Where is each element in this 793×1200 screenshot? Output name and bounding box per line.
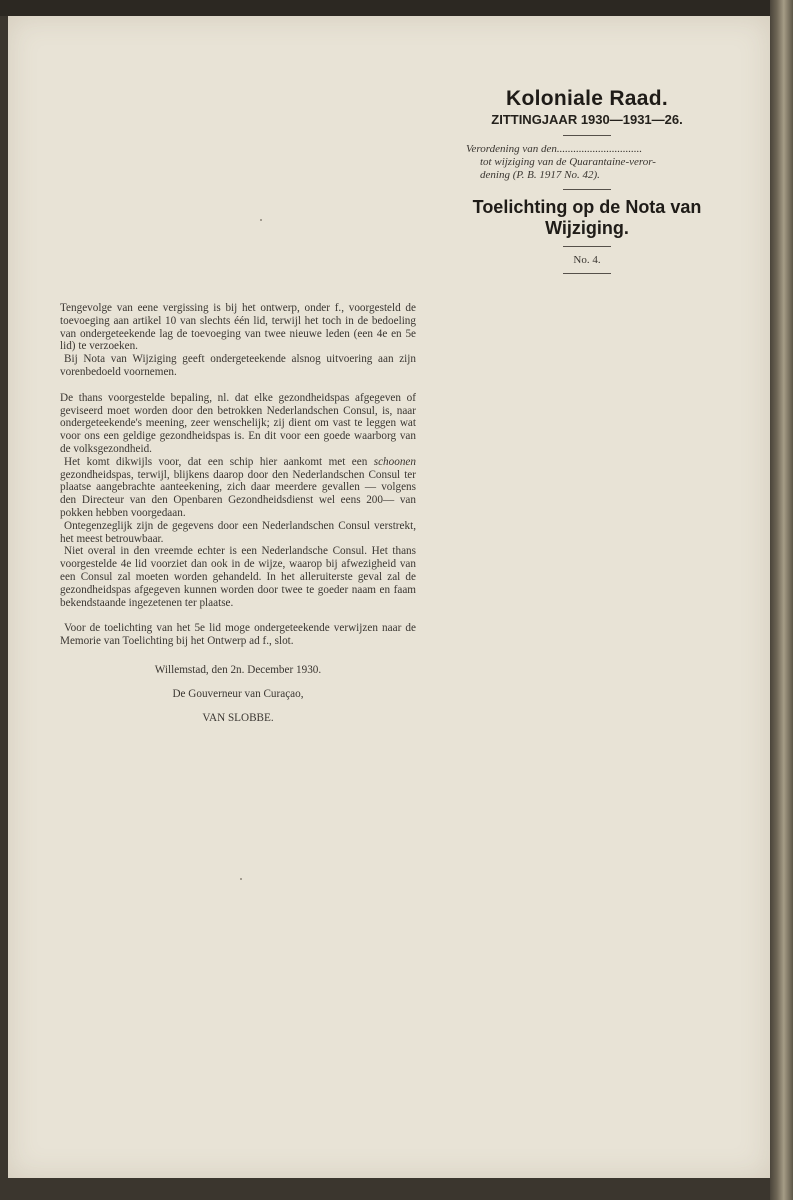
- divider: [563, 246, 611, 247]
- paper-speck: [240, 878, 242, 880]
- body-text: Het komt dikwijls voor, dat een schip hier aankomt met een: [64, 455, 374, 468]
- scan-right-edge: [770, 0, 793, 1200]
- session-year: ZITTINGJAAR 1930—1931—26.: [491, 112, 683, 127]
- document-subject: Toelichting op de Nota van Wijziging.: [472, 197, 702, 238]
- divider: [563, 189, 611, 190]
- body-text: gezondheidspas, terwijl, blijkens daarop door den Nederlandschen Consul ter plaatse aangebrachte aanteekening, zich daar meerdere gevallen — volgens den Directeur van den Openbaren Gezondheidsdienst wel eens 200— van pokken hebben voorgedaan.: [60, 468, 416, 519]
- scan-top-border: [0, 0, 770, 16]
- council-title: Koloniale Raad.: [505, 87, 669, 110]
- body-paragraph: Bij Nota van Wijziging geeft ondergeteekende alsnog uitvoering aan zijn vorenbedoeld voornemen.: [60, 353, 416, 378]
- signatory-role: De Gouverneur van Curaçao,: [172, 687, 304, 700]
- ordinance-reference: [466, 143, 710, 182]
- body-paragraph: Voor de toelichting van het 5e lid moge ondergeteekende verwijzen naar de Memorie van Toelichting bij het Ontwerp ad f., slot.: [60, 622, 416, 648]
- body-paragraph: Niet overal in den vreemde echter is een Nederlandsche Consul. Het thans voorgestelde 4e lid voorziet dan ook in de wijze, waarop bij afwezigheid van een Consul zal moeten worden gehandeld. In het alleruiterste geval zal de gezondheidspas afgegeven kunnen worden door twee te goeder naam en faam bekendstaande ingezetenen ter plaatse.: [60, 545, 416, 609]
- document-number: No. 4.: [573, 254, 601, 266]
- ordinance-line: tot wijziging van de Quarantaine-veror-: [480, 156, 656, 168]
- document-header: [452, 86, 722, 281]
- place-date: Willemstad, den 2n. December 1930.: [154, 663, 322, 676]
- emphasis-text: schoonen: [373, 455, 416, 468]
- body-paragraph: De thans voorgestelde bepaling, nl. dat elke gezondheidspas afgegeven of geviseerd moet worden door den betrokken Nederlandschen Consul, is, naar ondergeteekende's meening, zeer wenschelijk; zij dient om vast te leggen wat voor ons een geldige gezondheidspas is. En dit voor een goede waarborg van de volksgezondheid.: [60, 391, 416, 455]
- divider: [563, 135, 611, 136]
- ordinance-line: dening (P. B. 1917 No. 42).: [480, 169, 600, 181]
- divider: [563, 273, 611, 274]
- ordinance-line: Verordening van den...............................: [466, 143, 643, 155]
- body-paragraph: Tengevolge van eene vergissing is bij het ontwerp, onder f., voorgesteld de toevoeging aan artikel 10 van slechts één lid, terwijl het toch in de bedoeling van ondergeteekende lag de toevoeging van twee nieuwe leden (een 4e en 5e lid) te verzoeken.: [60, 302, 416, 353]
- paper-speck: [260, 219, 262, 221]
- signatory-name: VAN SLOBBE.: [202, 711, 274, 724]
- body-paragraph: [60, 456, 416, 520]
- body-paragraph: Ontegenzeglijk zijn de gegevens door een Nederlandschen Consul verstrekt, het meest betrouwbaar.: [60, 519, 416, 545]
- document-body: [60, 302, 416, 724]
